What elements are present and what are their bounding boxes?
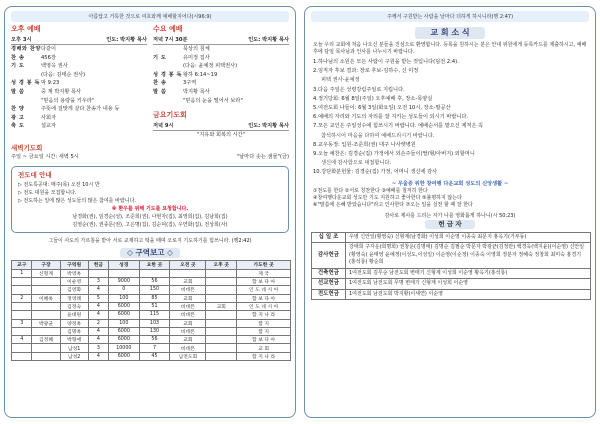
table-cell: 남성2 bbox=[60, 352, 88, 360]
group-table-header-cell: 오후 곳 bbox=[206, 260, 237, 269]
gift-names: 강태희 구자운(희명희) 권창운(김명애) 김명순 김필순 박문자 박광균(김정란) 백경옥(백지윤)(이순영) 신안일(황영숙) 윤태영 윤예정(이성도,이성일) 이순영(이순정) 이종숙 이영희 정분자 정혜숙 정창희 최미숙 홍경기(홍석룡) 황순희 bbox=[346, 243, 591, 269]
table-cell: 7 bbox=[139, 344, 170, 352]
table-cell bbox=[32, 311, 60, 319]
dawn-time: 주일 ~ 금요일 시간: 새벽 5시 bbox=[11, 153, 79, 160]
afternoon-row bbox=[11, 54, 147, 63]
wed-title: 수요 예배 bbox=[153, 25, 183, 33]
gift-category: 선교헌금 bbox=[312, 279, 346, 290]
table-cell: 3 bbox=[88, 278, 108, 286]
group-table-header-cell: 오전 곳 bbox=[170, 260, 206, 269]
table-cell: 9000 bbox=[109, 278, 139, 286]
news-item-sub: 생신에 감사함으로 대접합니다. bbox=[321, 160, 392, 167]
table-cell: 150 bbox=[139, 286, 170, 294]
table-row bbox=[12, 286, 291, 294]
table-cell: 1 bbox=[12, 269, 32, 277]
afternoon-row-key: 경배와 찬양 bbox=[11, 46, 41, 52]
table-cell: 2 bbox=[88, 319, 108, 327]
afternoon-row-key bbox=[11, 71, 41, 80]
table-cell bbox=[12, 302, 32, 310]
wed-service bbox=[153, 22, 289, 140]
gift-names: 1여전도회 남전도회 무명 변태기 신형계 이성희 이순영 bbox=[346, 279, 591, 290]
table-cell bbox=[206, 319, 237, 327]
table-cell: 비데폰 bbox=[170, 311, 206, 319]
fri-msg-text: "지유와 회복의 시간" bbox=[196, 132, 246, 139]
table-row bbox=[12, 269, 291, 277]
news-item-text: 1.하나님의 소원은 모든 사람이 구원을 받는 것입니다(딤전 2:4). bbox=[313, 59, 459, 65]
table-cell: 김영화 bbox=[60, 286, 88, 294]
bottom-verse: 그들이 사도의 가르침을 받아 서로 교제하고 떡을 떼며 오로지 기도하기를 힘쓰니라. (행2:42) bbox=[48, 237, 252, 244]
afternoon-rows bbox=[11, 45, 147, 131]
group-table-header-cell: 성경 bbox=[109, 260, 139, 269]
table-cell: 합 보 다 아 bbox=[237, 336, 291, 344]
news-item-text: 9.오늘 예찬은: 김경순(집) 가정에서 외손주들이(딸/형/아버지) 외할머니 bbox=[313, 151, 475, 158]
table-cell: 신형계 bbox=[32, 269, 60, 277]
afternoon-row bbox=[11, 79, 147, 88]
group-table-header-cell: 구장 bbox=[32, 260, 60, 269]
table-cell: 3 bbox=[88, 344, 108, 352]
left-page bbox=[4, 6, 296, 418]
afternoon-row-value: 다같이 bbox=[41, 46, 57, 52]
afternoon-row bbox=[11, 88, 147, 97]
gift-row bbox=[312, 232, 591, 243]
afternoon-row-value: 중 계 박지황 목사 bbox=[41, 88, 82, 95]
table-row bbox=[12, 344, 291, 352]
afternoon-row-value: 주뜻에 걸맞게 살다 찬송가 내용 등 bbox=[41, 106, 120, 113]
news-item-text: 3.다음 주일은 성령강림주일로 지킵니다. bbox=[313, 86, 405, 93]
table-cell: 교회 bbox=[206, 302, 237, 310]
table-cell: 이혜옥 bbox=[32, 294, 60, 302]
table-cell: 4 bbox=[88, 286, 108, 294]
table-cell: 교회 bbox=[170, 278, 206, 286]
wed-row-value: 왕하 6:14~19 bbox=[183, 71, 218, 78]
table-cell: 4 bbox=[88, 302, 108, 310]
fri-msg bbox=[153, 131, 289, 140]
right-top-verse: 주께서 구원받는 사람을 날마다 더하게 하시니라(행 2:47) bbox=[311, 11, 589, 22]
table-cell: 56 bbox=[139, 336, 170, 344]
table-cell: 3 bbox=[12, 319, 32, 327]
fri-title: 금요기도회 bbox=[153, 111, 187, 120]
table-cell bbox=[12, 286, 32, 294]
news-item bbox=[313, 141, 587, 150]
afternoon-row-key: 찬 양 bbox=[11, 106, 25, 113]
wed-row-value: 유미정 집사 bbox=[183, 54, 210, 61]
gift-row bbox=[312, 268, 591, 279]
afternoon-row bbox=[11, 45, 147, 54]
afternoon-row bbox=[11, 122, 147, 131]
wed-row bbox=[153, 54, 289, 63]
table-cell: 남전도회 bbox=[170, 352, 206, 360]
table-cell: 교 회 bbox=[237, 344, 291, 352]
fri-time: 저녁 9시 bbox=[153, 123, 174, 130]
gift-title: 헌 금 자 bbox=[425, 220, 475, 229]
gift-names: 1여전도회 김무순 남전도회 변태기 신형계 이성희 이순영 황옥기(홍석룡) bbox=[346, 268, 591, 279]
table-cell: 정영례 bbox=[60, 294, 88, 302]
afternoon-row bbox=[11, 62, 147, 71]
table-cell bbox=[32, 286, 60, 294]
wed-row bbox=[153, 97, 289, 106]
table-cell: 교회 bbox=[170, 294, 206, 302]
table-cell: 합 보 다 아 bbox=[237, 278, 291, 286]
gift-category: 건축헌금 bbox=[312, 268, 346, 279]
wed-row-key: 말 씀 bbox=[153, 88, 167, 95]
news-item-text: 2.임직자 후보 결과: 장로 후보-김하수, 신 미정 bbox=[313, 68, 419, 75]
table-cell bbox=[109, 269, 139, 277]
table-cell: 비데폰 bbox=[170, 302, 206, 310]
right-page bbox=[304, 6, 596, 418]
gift-row bbox=[312, 243, 591, 269]
table-cell bbox=[32, 302, 60, 310]
table-cell: 6000 bbox=[109, 336, 139, 344]
news-item bbox=[313, 95, 587, 104]
table-cell bbox=[139, 269, 170, 277]
table-cell bbox=[206, 278, 237, 286]
table-cell: 4 bbox=[88, 352, 108, 360]
news-item-text: 5.여전도회 나들이: 6월 3일(화요일) 오전 10시, 장소-팔공산 bbox=[313, 105, 451, 112]
table-cell bbox=[32, 352, 60, 360]
gift-row bbox=[312, 279, 591, 290]
group-table-header bbox=[12, 260, 291, 269]
wed-row-key: 기 도 bbox=[153, 54, 167, 61]
table-row bbox=[12, 278, 291, 286]
news-item bbox=[313, 113, 587, 122]
table-cell: 5 bbox=[88, 294, 108, 302]
afternoon-row-key: 축 도 bbox=[11, 123, 25, 130]
table-row bbox=[12, 294, 291, 302]
table-row bbox=[12, 311, 291, 319]
news-intro: 오늘 우리 교회에 처음 나오신 분들을 진심으로 환영합니다. 등록을 원하시는 분은 안내 위원에게 등록카드를 제출하시고, 예배 후에 담임 목사님과 인사를 나누시기 바랍니다. bbox=[313, 42, 587, 55]
afternoon-row-key bbox=[11, 97, 41, 106]
fri-header bbox=[153, 122, 289, 131]
fri-leader: 인도: 박지황 목사 bbox=[248, 123, 289, 130]
news-item-text: 10.강단화분헌물: 김경순(집) 가정, 어머니 생신에 감사 bbox=[313, 169, 438, 176]
gift-names: 1여전도회 남전도회 박지황(이세연) 이순영 bbox=[346, 289, 591, 300]
table-cell: 103 bbox=[139, 319, 170, 327]
afternoon-row bbox=[11, 105, 147, 114]
evangel-lines bbox=[18, 181, 282, 205]
table-cell bbox=[12, 352, 32, 360]
group-table-header-cell: 헌금 bbox=[88, 260, 108, 269]
afternoon-row-value: 막 9:23 bbox=[41, 80, 60, 87]
news-item-sub: 참석하시어 마음을 다하여 예배드리시기 바랍니다. bbox=[321, 132, 435, 139]
news-icon-line: ⑥"말씀에 은혜 받았습니다"라고 인사한다 ⑦오는 일을 실천 할 때 잘 한다 bbox=[313, 201, 473, 208]
table-row bbox=[12, 327, 291, 335]
table-cell: 4 bbox=[88, 327, 108, 335]
table-cell: 130 bbox=[139, 327, 170, 335]
table-cell: 윤대원 bbox=[60, 311, 88, 319]
news-foot: ~ 우울증 위한 창여행 다운교회 성도의 신앙생활 ~ bbox=[391, 180, 509, 187]
group-table-header-cell: 구역원 bbox=[60, 260, 88, 269]
gift-category: 감사헌금 bbox=[312, 243, 346, 269]
table-cell: 합 보 다 아 bbox=[237, 294, 291, 302]
wed-header bbox=[153, 36, 289, 45]
evangel-names-2: 김영순(권), 권종문(권), 고은명(집), 김순덕(집), 우연화(집), 전상희(사) bbox=[72, 221, 228, 228]
table-cell: 비데폰 bbox=[170, 344, 206, 352]
group-table-header-cell: 요한 곳 bbox=[139, 260, 170, 269]
wed-leader: 인도: 박지황 목사 bbox=[248, 37, 289, 43]
services bbox=[5, 22, 295, 140]
news-list bbox=[305, 56, 595, 180]
afternoon-row-value: (다음: 김태순 권사) bbox=[41, 71, 86, 78]
table-cell bbox=[206, 269, 237, 277]
news-icon-line: ④창여행다운교회 성도만 기도 지원하고 좋아한다 ⑤불평하지 않는다 bbox=[313, 194, 462, 201]
afternoon-row bbox=[11, 114, 147, 123]
table-row bbox=[12, 302, 291, 310]
table-cell: 양정옥 bbox=[60, 319, 88, 327]
table-cell: 6000 bbox=[109, 311, 139, 319]
table-cell bbox=[206, 352, 237, 360]
table-cell: 4 bbox=[88, 311, 108, 319]
top-verse: 아름답고 거룩한 것으로 여호와께 예배할지어다(시96:9) bbox=[11, 11, 289, 22]
news-item bbox=[313, 150, 587, 168]
table-cell bbox=[32, 344, 60, 352]
table-cell bbox=[206, 327, 237, 335]
afternoon-row-value: 백영옥 권사 bbox=[41, 63, 68, 70]
table-cell: 박형애 bbox=[60, 336, 88, 344]
dawn-msg: "날마다 솟는 샘물"(금) bbox=[236, 153, 289, 160]
afternoon-row-key: 광 고 bbox=[11, 114, 25, 121]
table-cell: 2 bbox=[12, 294, 32, 302]
table-cell bbox=[12, 311, 32, 319]
afternoon-row-value: "믿음의 용량을 키우라" bbox=[41, 97, 95, 104]
table-cell: 김정숙 bbox=[60, 302, 88, 310]
table-cell bbox=[206, 311, 237, 319]
table-cell: 100 bbox=[109, 294, 139, 302]
gift-verse: 감사로 제사를 드리는 자가 나를 영화롭게 하나니(시 50:23) bbox=[384, 212, 516, 219]
table-cell: 85 bbox=[139, 294, 170, 302]
wed-row bbox=[153, 45, 289, 54]
gift-category: 전도헌금 bbox=[312, 289, 346, 300]
news-item bbox=[313, 168, 587, 177]
wed-row-value: 박지황 목사 bbox=[183, 88, 210, 95]
news-item-sub: 피택 권사-윤예정 bbox=[321, 77, 360, 84]
afternoon-row-value: 456장 bbox=[41, 54, 56, 61]
table-row bbox=[12, 336, 291, 344]
afternoon-time: 오후 3시 bbox=[11, 37, 32, 43]
table-cell: 6000 bbox=[109, 352, 139, 360]
wed-row-key bbox=[153, 45, 183, 54]
group-table-header-cell: 교구 bbox=[12, 260, 32, 269]
wed-row-value: 3구역 bbox=[183, 80, 197, 87]
afternoon-row bbox=[11, 71, 147, 80]
group-table-body bbox=[12, 269, 291, 360]
table-cell: 0 bbox=[109, 286, 139, 294]
news-item-text: 4.정기당회: 6월 8일(주일) 오후예배 후, 장소-목양실 bbox=[313, 95, 433, 102]
table-cell: 4 bbox=[88, 336, 108, 344]
table-cell: 100 bbox=[109, 319, 139, 327]
news-title: 교 회 소 식 bbox=[415, 27, 485, 39]
wed-row-value: 묵상의 침체 bbox=[183, 46, 210, 52]
table-cell: 김명옥 bbox=[60, 327, 88, 335]
evangel-line: ▷ 전도 대원을 모집합니다. bbox=[18, 189, 77, 196]
evangel-names-1: 남경화(권), 임경순(성), 조준희(권), 나현자(집), 최영희(집), 김남희(집) bbox=[72, 213, 228, 220]
afternoon-row bbox=[11, 97, 147, 106]
group-table-header-cell: 가도한 곳 bbox=[237, 260, 291, 269]
table-cell: 교회 bbox=[170, 319, 206, 327]
evangel-line: ▷ 전도특공대: 매주(목) 오전 10시 반 bbox=[18, 181, 100, 188]
wed-row-key: 찬 송 bbox=[153, 80, 167, 87]
afternoon-row-value: 사회자 bbox=[41, 114, 57, 121]
table-cell: 제 국 bbox=[237, 269, 291, 277]
table-cell: 45 bbox=[139, 352, 170, 360]
news-item bbox=[313, 86, 587, 95]
wed-row-key bbox=[153, 97, 183, 106]
news-item bbox=[313, 67, 587, 85]
table-cell: 115 bbox=[139, 311, 170, 319]
table-cell: 합 지 bbox=[237, 327, 291, 335]
table-cell: 합 지 bbox=[237, 319, 291, 327]
gift-names: 우병 신안일(황영숙) 신형계(남경화) 이성희 이순영 이종숙 최문지 홍옥기(기부동) bbox=[346, 232, 591, 243]
afternoon-row-key: 기 도 bbox=[11, 63, 25, 70]
table-row bbox=[12, 352, 291, 360]
table-cell bbox=[12, 327, 32, 335]
table-cell: 비데폰 bbox=[170, 286, 206, 294]
table-cell bbox=[206, 286, 237, 294]
gift-table-body bbox=[312, 232, 591, 300]
wed-rows bbox=[153, 45, 289, 105]
table-row bbox=[12, 319, 291, 327]
wed-row-key bbox=[153, 62, 183, 71]
table-cell bbox=[206, 294, 237, 302]
table-cell: 6000 bbox=[109, 327, 139, 335]
gift-row bbox=[312, 289, 591, 300]
news-item-text: 7.모든 교인은 주일성수에 힘쓰시기 바랍니다. 예배순서를 맡으신 제직은 꼭 bbox=[313, 123, 484, 130]
table-cell: 인 도 네 시 아 bbox=[237, 286, 291, 294]
table-cell: 51 bbox=[139, 302, 170, 310]
wed-row-value: "믿음의 눈을 떨어서 보라" bbox=[183, 97, 243, 104]
dawn-row bbox=[5, 153, 295, 162]
table-cell: 남성1 bbox=[60, 344, 88, 352]
table-cell bbox=[206, 344, 237, 352]
news-item bbox=[313, 122, 587, 140]
table-cell: 4 bbox=[12, 336, 32, 344]
news-item bbox=[313, 58, 587, 67]
table-cell: 이순영 bbox=[60, 278, 88, 286]
evangel-box bbox=[11, 166, 289, 233]
table-cell: 박광균 bbox=[32, 319, 60, 327]
table-cell bbox=[32, 278, 60, 286]
table-cell: 비데폰 bbox=[170, 327, 206, 335]
afternoon-row-value: 설교자 bbox=[41, 123, 57, 130]
wed-row-key: 성 경 봉 독 bbox=[153, 71, 182, 78]
afternoon-header bbox=[11, 36, 147, 45]
gift-table bbox=[311, 232, 591, 301]
evangel-line: ▷ 전도하는 일에 많은 성도들의 많은 참여를 바랍니다. bbox=[18, 197, 136, 204]
table-cell bbox=[170, 269, 206, 277]
table-cell: 합 지 나 라 bbox=[237, 352, 291, 360]
table-cell bbox=[12, 278, 32, 286]
afternoon-row-key: 찬 송 bbox=[11, 54, 25, 61]
wed-row bbox=[153, 62, 289, 71]
table-cell: 김정혜 bbox=[32, 336, 60, 344]
evangel-title: 전도대 안내 bbox=[18, 170, 52, 179]
news-icon-line: ①천도를 한다 ②서로 칭찬한다 ③예배를 철저히 한다 bbox=[313, 187, 428, 194]
afternoon-row-key: 말 씀 bbox=[11, 88, 25, 95]
table-cell bbox=[88, 269, 108, 277]
table-cell: 합 지 나 라 bbox=[237, 311, 291, 319]
dawn-title: 새벽기도회 bbox=[11, 143, 43, 152]
news-item bbox=[313, 104, 587, 113]
wed-time: 저녁 7시 30분 bbox=[153, 37, 188, 43]
group-title-text: 구역보고 bbox=[135, 247, 165, 257]
news-icons bbox=[305, 188, 595, 209]
wed-row-value: (다음: 윤예정 피택권사) bbox=[183, 63, 238, 70]
table-cell: 56 bbox=[139, 278, 170, 286]
table-cell bbox=[206, 336, 237, 344]
wed-row bbox=[153, 71, 289, 80]
gift-category: 십 일 조 bbox=[312, 232, 346, 243]
table-cell: 6000 bbox=[109, 302, 139, 310]
group-title: ◇ 구역보고 ◇ bbox=[120, 248, 180, 258]
afternoon-leader: 인도: 박지황 목사 bbox=[106, 37, 147, 43]
table-cell: 인 도 네 시 아 bbox=[237, 302, 291, 310]
table-cell bbox=[12, 344, 32, 352]
afternoon-title: 오후 예배 bbox=[11, 25, 41, 33]
group-table bbox=[11, 260, 291, 361]
evangel-prayer: ※ 환우를 위해 기도를 요청합니다. bbox=[111, 205, 189, 212]
table-cell: 박영옥 bbox=[60, 269, 88, 277]
table-cell: 교회 bbox=[170, 336, 206, 344]
wed-row bbox=[153, 79, 289, 88]
wed-row bbox=[153, 88, 289, 97]
afternoon-service bbox=[11, 22, 147, 140]
news-item-text: 8.교우동정: 입원-조준희(권) 대구 나사렛병원 bbox=[313, 141, 416, 148]
table-cell: 10000 bbox=[109, 344, 139, 352]
table-cell bbox=[32, 327, 60, 335]
afternoon-row-key: 성 경 봉 독 bbox=[11, 80, 40, 87]
news-item-text: 6.예배의 자리와 기도의 자리를 잘 지키는 성도들이 되시기 바랍니다. bbox=[313, 114, 469, 121]
